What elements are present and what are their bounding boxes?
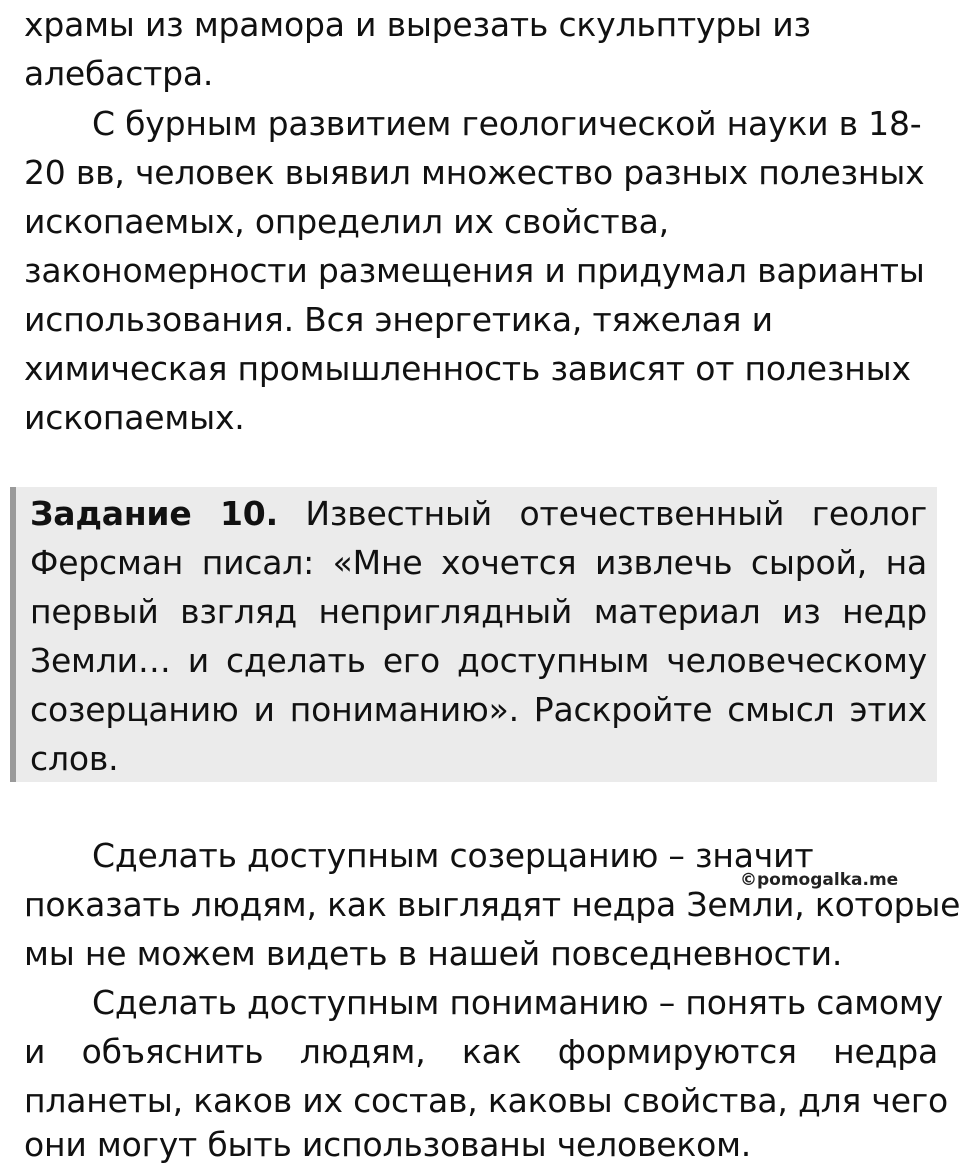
text-line: закономерности размещения и придумал варианты <box>24 251 925 290</box>
text-line: и объяснить людям, как формируются недра <box>24 1032 938 1071</box>
text-line: показать людям, как выглядят недра Земли, которые <box>24 885 960 924</box>
text-line: ископаемых. <box>24 398 245 437</box>
text-line: алебастра. <box>24 54 214 93</box>
task-text-line: созерцанию и пониманию». Раскройте смысл этих <box>30 690 927 729</box>
text-line: химическая промышленность зависят от полезных <box>24 349 911 388</box>
task-text: Известный отечественный геолог <box>305 494 927 533</box>
text-line: мы не можем видеть в нашей повседневности. <box>24 934 843 973</box>
text-line: храмы из мрамора и вырезать скульптуры из <box>24 5 811 44</box>
text-line: Сделать доступным созерцанию – значит <box>92 836 814 875</box>
text-line: 20 вв, человек выявил множество разных полезных <box>24 153 925 192</box>
task-text-line: Ферсман писал: «Мне хочется извлечь сырой, на <box>30 543 927 582</box>
task-box <box>10 487 937 782</box>
task-first-line <box>30 489 927 538</box>
task-text-line: слов. <box>30 739 119 778</box>
text-line: Сделать доступным пониманию – понять самому <box>92 983 943 1022</box>
task-text-line: первый взгляд неприглядный материал из недр <box>30 592 927 631</box>
watermark: ©pomogalka.me <box>740 870 899 890</box>
task-label: Задание 10. <box>30 494 278 533</box>
text-line: ископаемых, определил их свойства, <box>24 202 669 241</box>
task-text-line: Земли… и сделать его доступным человеческому <box>30 641 927 680</box>
text-line: они могут быть использованы человеком. <box>24 1125 752 1164</box>
text-line: С бурным развитием геологической науки в 18- <box>92 104 922 143</box>
text-line: использования. Вся энергетика, тяжелая и <box>24 300 773 339</box>
text-line: планеты, каков их состав, каковы свойства, для чего <box>24 1081 948 1120</box>
